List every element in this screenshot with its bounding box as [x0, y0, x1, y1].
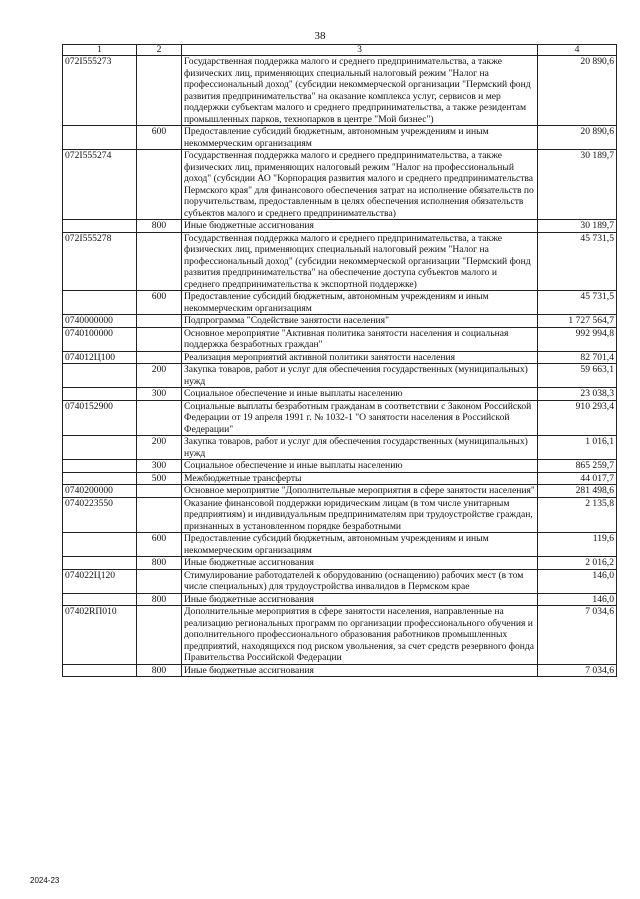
cell-amount: 146,0	[538, 569, 617, 593]
cell-code: 0740223550	[63, 497, 137, 533]
cell-amount: 45 731,5	[538, 232, 617, 291]
cell-expense-type	[137, 150, 182, 220]
table-row	[63, 364, 617, 388]
cell-amount: 281 498,6	[538, 485, 617, 498]
cell-description: Основное мероприятие "Дополнительные мероприятия в сфере занятости населения"	[182, 485, 538, 498]
cell-expense-type: 800	[137, 593, 182, 606]
cell-expense-type: 600	[137, 126, 182, 150]
cell-description: Межбюджетные трансферты	[182, 472, 538, 485]
table-row	[63, 533, 617, 557]
cell-expense-type: 200	[137, 364, 182, 388]
cell-amount: 7 034,6	[538, 664, 617, 677]
cell-amount: 865 259,7	[538, 460, 617, 473]
table-row	[63, 569, 617, 593]
cell-code: 0740200000	[63, 485, 137, 498]
table-row	[63, 56, 617, 126]
header-col-1: 1	[63, 45, 137, 56]
cell-amount: 146,0	[538, 593, 617, 606]
table-row	[63, 664, 617, 677]
cell-description: Иные бюджетные ассигнования	[182, 664, 538, 677]
cell-description: Подпрограмма "Содействие занятости населения"	[182, 315, 538, 328]
cell-amount: 59 663,1	[538, 364, 617, 388]
cell-code: 074012Ц100	[63, 351, 137, 364]
cell-expense-type: 600	[137, 533, 182, 557]
cell-code	[63, 664, 137, 677]
cell-expense-type	[137, 315, 182, 328]
cell-expense-type	[137, 497, 182, 533]
table-row	[63, 126, 617, 150]
cell-expense-type	[137, 400, 182, 436]
cell-code	[63, 364, 137, 388]
cell-expense-type	[137, 232, 182, 291]
cell-amount: 992 994,8	[538, 327, 617, 351]
cell-amount: 7 034,6	[538, 606, 617, 665]
table-row	[63, 291, 617, 315]
cell-expense-type: 200	[137, 436, 182, 460]
header-col-2: 2	[137, 45, 182, 56]
table-row	[63, 436, 617, 460]
cell-amount: 910 293,4	[538, 400, 617, 436]
cell-description: Предоставление субсидий бюджетным, автономным учреждениям и иным некоммерческим организациям	[182, 291, 538, 315]
cell-description: Оказание финансовой поддержки юридическим лицам (в том числе унитарным предприятиям) и индивидуальным предпринимателям при трудоустройстве граждан, признанных в установленном порядке безработными	[182, 497, 538, 533]
table-row	[63, 606, 617, 665]
cell-description: Иные бюджетные ассигнования	[182, 593, 538, 606]
cell-expense-type: 800	[137, 664, 182, 677]
table-row	[63, 557, 617, 570]
cell-code	[63, 220, 137, 233]
cell-amount: 2 016,2	[538, 557, 617, 570]
header-col-3: 3	[182, 45, 538, 56]
cell-expense-type	[137, 606, 182, 665]
table-row	[63, 472, 617, 485]
cell-amount: 45 731,5	[538, 291, 617, 315]
cell-description: Стимулирование работодателей к оборудованию (оснащению) рабочих мест (в том числе специальных) для трудоустройства инвалидов в Пермском крае	[182, 569, 538, 593]
cell-description: Иные бюджетные ассигнования	[182, 557, 538, 570]
cell-description: Социальное обеспечение и иные выплаты населению	[182, 388, 538, 401]
table-row	[63, 460, 617, 473]
table-row	[63, 220, 617, 233]
cell-description: Социальное обеспечение и иные выплаты населению	[182, 460, 538, 473]
cell-amount: 82 701,4	[538, 351, 617, 364]
cell-code	[63, 593, 137, 606]
cell-amount: 2 135,8	[538, 497, 617, 533]
cell-expense-type: 800	[137, 220, 182, 233]
cell-expense-type	[137, 569, 182, 593]
cell-code	[63, 436, 137, 460]
table-row	[63, 388, 617, 401]
cell-expense-type: 800	[137, 557, 182, 570]
document-footer-code: 2024-23	[30, 876, 60, 885]
cell-code	[63, 557, 137, 570]
cell-code: 072I555273	[63, 56, 137, 126]
cell-code: 07402RП010	[63, 606, 137, 665]
cell-code: 072I555278	[63, 232, 137, 291]
table-row	[63, 485, 617, 498]
page-number: 38	[314, 30, 326, 42]
cell-code	[63, 472, 137, 485]
cell-description: Закупка товаров, работ и услуг для обеспечения государственных (муниципальных) нужд	[182, 436, 538, 460]
cell-expense-type	[137, 56, 182, 126]
budget-table	[62, 44, 617, 677]
cell-amount: 44 017,7	[538, 472, 617, 485]
table-row	[63, 232, 617, 291]
table-row	[63, 150, 617, 220]
cell-amount: 119,6	[538, 533, 617, 557]
cell-description: Закупка товаров, работ и услуг для обеспечения государственных (муниципальных) нужд	[182, 364, 538, 388]
cell-code: 0740152900	[63, 400, 137, 436]
cell-expense-type	[137, 351, 182, 364]
cell-code: 074022Ц120	[63, 569, 137, 593]
cell-amount: 30 189,7	[538, 150, 617, 220]
cell-expense-type	[137, 327, 182, 351]
header-col-4: 4	[538, 45, 617, 56]
cell-code: 0740000000	[63, 315, 137, 328]
cell-description: Государственная поддержка малого и среднего предпринимательства, а также физических лиц, применяющих налоговый режим "Налог на профессиональный доход" (субсидии АО "Корпорация развития малого и среднего предпринимательства Пермского края" для финансового обеспечения затрат на исполнение обязательств по поручительствам, предоставленным в целях обеспечения исполнения обязательств субъектов малого и среднего предпринимательства)	[182, 150, 538, 220]
cell-code	[63, 291, 137, 315]
cell-expense-type: 300	[137, 388, 182, 401]
table-row	[63, 400, 617, 436]
cell-amount: 1 016,1	[538, 436, 617, 460]
cell-description: Иные бюджетные ассигнования	[182, 220, 538, 233]
table-row	[63, 593, 617, 606]
cell-description: Дополнительные мероприятия в сфере занятости населения, направленные на реализацию региональных программ по организации профессионального обучения и дополнительного профессионального образования работников промышленных предприятий, находящихся под риском увольнения, за счет средств резервного фонда Правительства Российской Федерации	[182, 606, 538, 665]
cell-amount: 20 890,6	[538, 56, 617, 126]
cell-description: Государственная поддержка малого и среднего предпринимательства, а также физических лиц, применяющих специальный налоговый режим "Налог на профессиональный доход" (субсидии некоммерческой организации "Пермский фонд развития предпринимательства" на обеспечение доступа субъектов малого и среднего предпринимательства к экспортной поддержке)	[182, 232, 538, 291]
cell-description: Основное мероприятие "Активная политика занятости населения и социальная поддержка безработных граждан"	[182, 327, 538, 351]
cell-expense-type: 500	[137, 472, 182, 485]
table-body	[63, 56, 617, 677]
table-row	[63, 327, 617, 351]
cell-amount: 30 189,7	[538, 220, 617, 233]
cell-description: Предоставление субсидий бюджетным, автономным учреждениям и иным некоммерческим организациям	[182, 533, 538, 557]
cell-code	[63, 533, 137, 557]
cell-description: Государственная поддержка малого и среднего предпринимательства, а также физических лиц, применяющих специальный налоговый режим "Налог на профессиональный доход" (субсидии некоммерческой организации "Пермский фонд развития предпринимательства" на оказание комплекса услуг, сервисов и мер поддержки субъектам малого и среднего предпринимательства, а также резидентам промышленных парков, технопарков в центре "Мой бизнес")	[182, 56, 538, 126]
cell-amount: 1 727 564,7	[538, 315, 617, 328]
cell-code: 072I555274	[63, 150, 137, 220]
table-row	[63, 497, 617, 533]
cell-code: 0740100000	[63, 327, 137, 351]
cell-amount: 23 038,3	[538, 388, 617, 401]
cell-expense-type: 300	[137, 460, 182, 473]
cell-expense-type	[137, 485, 182, 498]
cell-expense-type: 600	[137, 291, 182, 315]
cell-code	[63, 126, 137, 150]
table-row	[63, 351, 617, 364]
cell-description: Социальные выплаты безработным гражданам в соответствии с Законом Российской Федерации от 19 апреля 1991 г. № 1032-1 "О занятости населения в Российской Федерации"	[182, 400, 538, 436]
cell-code	[63, 460, 137, 473]
cell-description: Предоставление субсидий бюджетным, автономным учреждениям и иным некоммерческим организациям	[182, 126, 538, 150]
table-header	[63, 45, 617, 56]
table-row	[63, 315, 617, 328]
cell-code	[63, 388, 137, 401]
cell-amount: 20 890,6	[538, 126, 617, 150]
cell-description: Реализация мероприятий активной политики занятости населения	[182, 351, 538, 364]
